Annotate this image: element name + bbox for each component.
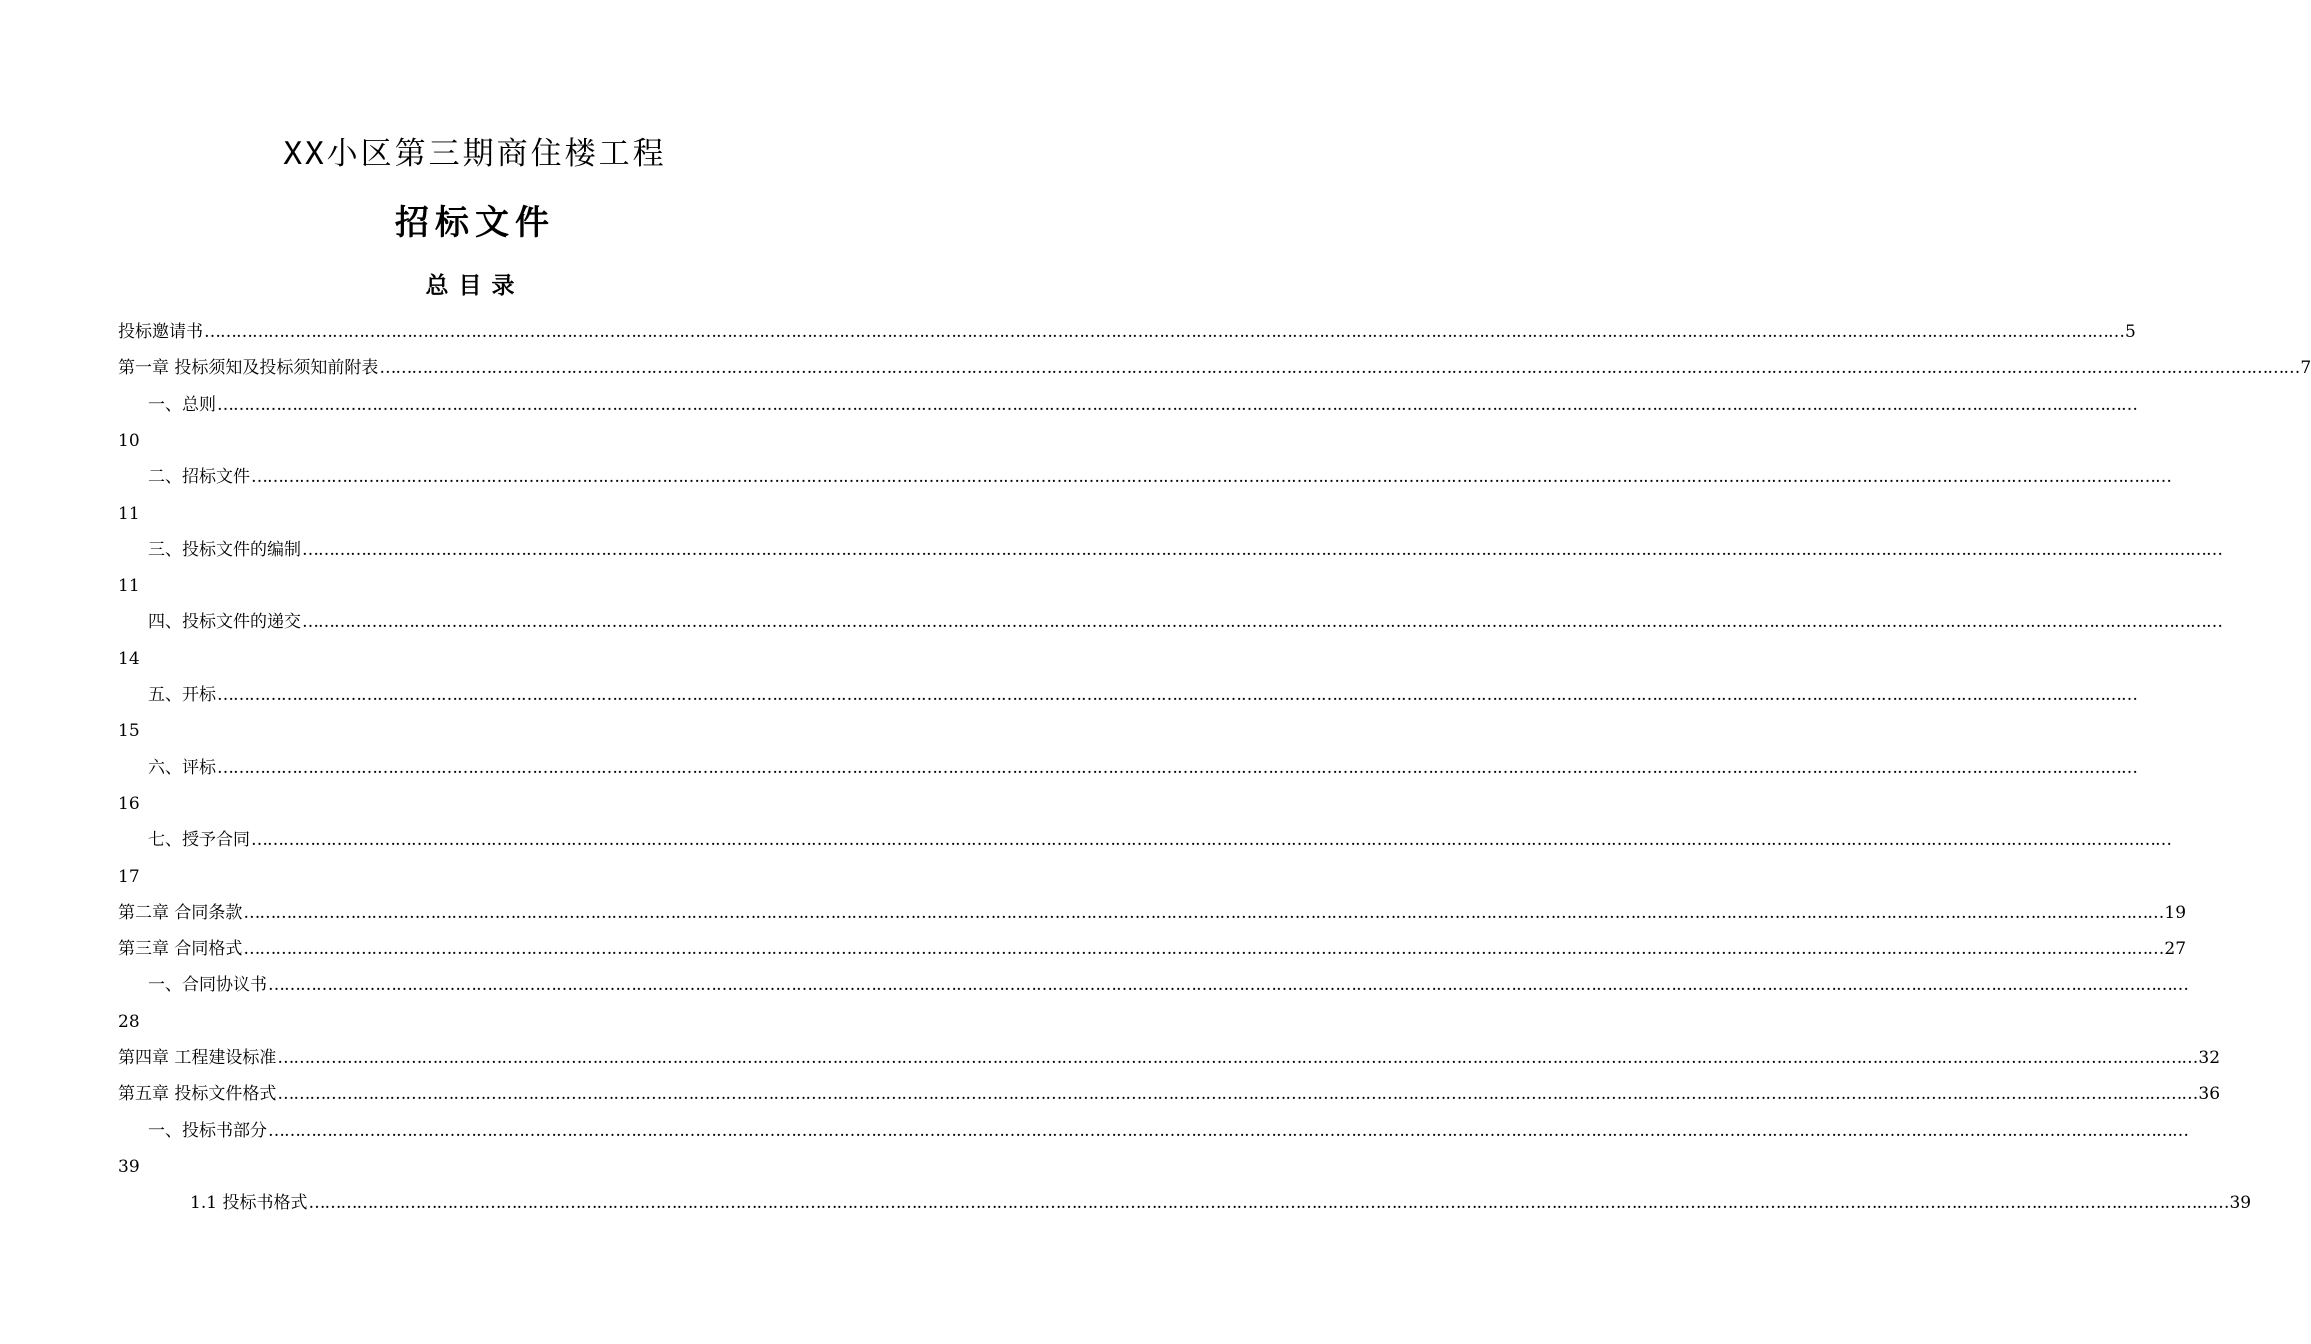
toc-leader-dots: ……………………………………………………………………………………………………………………………………………………………………………………………………………………………………………………………………………………………………………………………… <box>204 322 2124 342</box>
toc-entry[interactable] <box>118 1082 2221 1106</box>
toc-page-number: 28 <box>118 1011 140 1032</box>
toc-entry[interactable] <box>148 683 2137 707</box>
toc-entry-title: 一、投标书部分 <box>148 1120 267 1141</box>
toc-entry-title: 二、招标文件 <box>148 467 250 488</box>
toc-leader-dots: ……………………………………………………………………………………………………………………………………………………………………………………………………………………………………………………………………………………………………………………………… <box>308 1193 2229 1214</box>
toc-page-number: 5 <box>2125 322 2136 342</box>
toc-entry[interactable] <box>118 356 2311 380</box>
toc-page-number: 15 <box>118 721 140 742</box>
toc-entry[interactable] <box>118 1046 2221 1070</box>
toc-entry[interactable] <box>148 756 2137 780</box>
toc-entry-title: 第二章 合同条款 <box>118 902 243 923</box>
toc-entry[interactable] <box>148 610 2222 634</box>
toc-entry-title: 三、投标文件的编制 <box>148 539 301 560</box>
toc-entry-title: 第五章 投标文件格式 <box>118 1084 277 1105</box>
toc-leader-dots: ……………………………………………………………………………………………………………………………………………………………………………………………………………………………………………………………………………………………………………………………… <box>379 358 2300 379</box>
document-title: 招标文件 <box>395 203 555 243</box>
toc-leader-dots: ……………………………………………………………………………………………………………………………………………………………………………………………………………………………………………………………………………………………………………………………… <box>251 830 2171 851</box>
toc-page-number: 11 <box>118 503 140 524</box>
toc-leader-dots: ……………………………………………………………………………………………………………………………………………………………………………………………………………………………………………………………………………………………………………………………… <box>251 467 2171 488</box>
toc-page-number: 27 <box>2164 939 2187 960</box>
toc-leader-dots: ……………………………………………………………………………………………………………………………………………………………………………………………………………………………………………………………………………………………………………………………… <box>217 394 2137 415</box>
toc-entry[interactable] <box>118 901 2187 925</box>
toc-entry[interactable] <box>148 828 2171 852</box>
toc-page-number: 19 <box>2164 902 2187 923</box>
toc-entry-title: 第一章 投标须知及投标须知前附表 <box>118 358 379 379</box>
toc-leader-dots: ……………………………………………………………………………………………………………………………………………………………………………………………………………………………………………………………………………………………………………………………… <box>302 539 2222 560</box>
toc-page-number: 11 <box>118 576 140 597</box>
toc-page-number: 39 <box>118 1156 140 1177</box>
toc-page-number: 36 <box>2198 1084 2221 1105</box>
toc-entry-title: 第三章 合同格式 <box>118 939 243 960</box>
toc-entry[interactable] <box>148 538 2222 562</box>
toc-entry-title: 一、合同协议书 <box>148 975 267 996</box>
toc-leader-dots: ……………………………………………………………………………………………………………………………………………………………………………………………………………………………………………………………………………………………………………………………… <box>243 902 2164 923</box>
toc-leader-dots: ……………………………………………………………………………………………………………………………………………………………………………………………………………………………………………………………………………………………………………………………… <box>302 612 2222 633</box>
toc-leader-dots: ……………………………………………………………………………………………………………………………………………………………………………………………………………………………………………………………………………………………………………………………… <box>268 1120 2188 1141</box>
toc-page-number: 7 <box>2300 358 2311 379</box>
project-title: XX小区第三期商住楼工程 <box>283 136 667 172</box>
toc-entry-title: 第四章 工程建设标准 <box>118 1048 277 1068</box>
toc-page-number: 14 <box>118 648 140 669</box>
toc-leader-dots: ……………………………………………………………………………………………………………………………………………………………………………………………………………………………………………………………………………………………………………………………… <box>243 939 2164 960</box>
toc-heading: 总目录 <box>425 272 525 299</box>
toc-leader-dots: ……………………………………………………………………………………………………………………………………………………………………………………………………………………………………………………………………………………………………………………………… <box>217 685 2137 705</box>
toc-entry[interactable] <box>118 937 2187 961</box>
toc-entry[interactable] <box>190 1191 2252 1215</box>
toc-leader-dots: ……………………………………………………………………………………………………………………………………………………………………………………………………………………………………………………………………………………………………………………………… <box>217 757 2137 778</box>
toc-entry-title: 投标邀请书 <box>118 322 203 342</box>
toc-entry-title: 七、授予合同 <box>148 830 250 851</box>
toc-entry-title: 五、开标 <box>148 685 216 705</box>
toc-leader-dots: ……………………………………………………………………………………………………………………………………………………………………………………………………………………………………………………………………………………………………………………………… <box>277 1048 2198 1068</box>
toc-entry-title: 四、投标文件的递交 <box>148 612 301 633</box>
toc-entry[interactable] <box>148 393 2137 417</box>
toc-page-number: 16 <box>118 793 140 814</box>
toc-entry-title: 六、评标 <box>148 757 216 778</box>
toc-entry[interactable] <box>148 973 2188 997</box>
toc-entry[interactable] <box>118 320 2136 344</box>
toc-entry-title: 1.1 投标书格式 <box>190 1193 308 1214</box>
toc-entry-title: 一、总则 <box>148 394 216 415</box>
toc-page-number: 17 <box>118 866 140 887</box>
toc-page-number: 32 <box>2198 1048 2221 1068</box>
toc-leader-dots: ……………………………………………………………………………………………………………………………………………………………………………………………………………………………………………………………………………………………………………………………… <box>277 1084 2198 1105</box>
toc-entry[interactable] <box>148 465 2171 489</box>
toc-entry[interactable] <box>148 1119 2188 1143</box>
toc-page-number: 10 <box>118 430 140 451</box>
toc-page-number: 39 <box>2229 1193 2252 1214</box>
toc-leader-dots: ……………………………………………………………………………………………………………………………………………………………………………………………………………………………………………………………………………………………………………………………… <box>268 975 2188 996</box>
